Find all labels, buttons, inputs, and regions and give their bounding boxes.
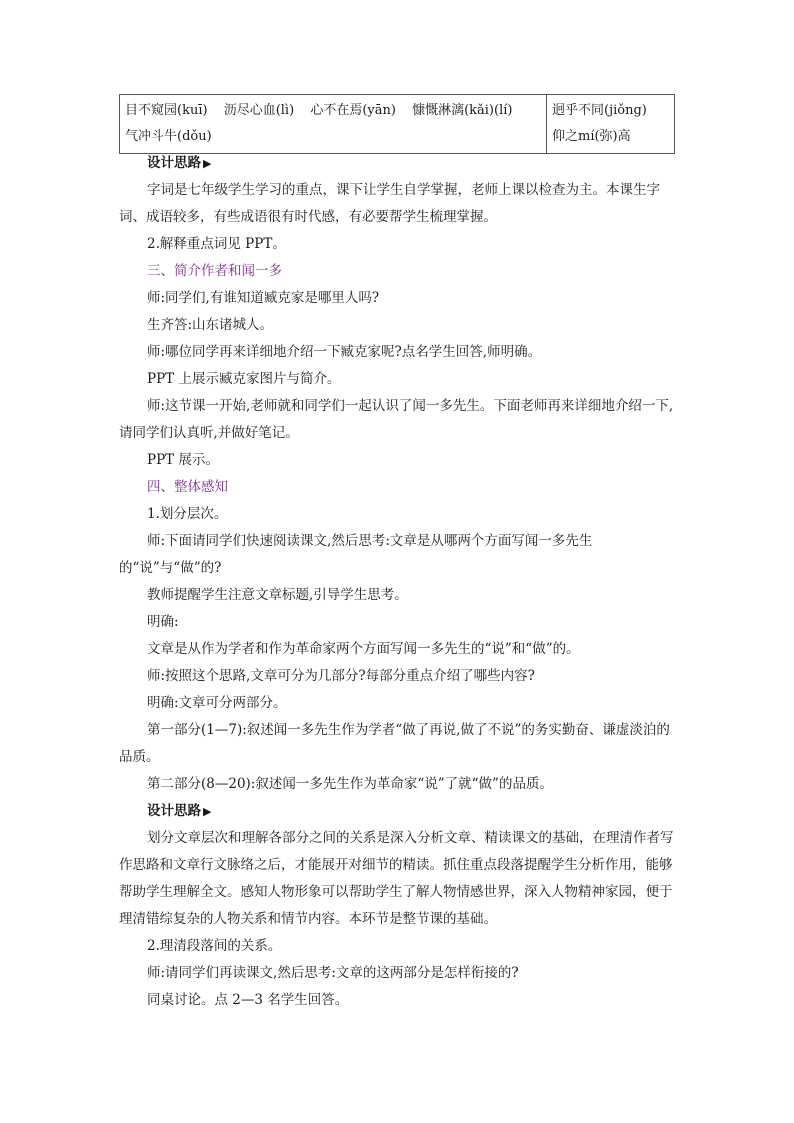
paragraph: 生齐答:山东诸城人。 bbox=[147, 317, 274, 333]
design-rationale-label bbox=[119, 798, 675, 825]
vocab-word: 目不窥园(kuī) bbox=[125, 103, 208, 118]
vocab-line bbox=[125, 98, 541, 124]
vocab-cell-left bbox=[120, 95, 547, 154]
table-row bbox=[120, 95, 675, 154]
paragraph: 文章是从作为学者和作为革命家两个方面写闻一多先生的“说”和“做”的。 bbox=[147, 641, 580, 657]
triangle-right-icon: ▶ bbox=[203, 805, 212, 818]
paragraph: 2.理清段落间的关系。 bbox=[147, 938, 282, 954]
paragraph: 师:同学们,有谁知道臧克家是哪里人吗? bbox=[147, 290, 380, 306]
paragraph: 第一部分(1—7):叙述闻一多先生作为学者“做了再说,做了不说”的务实勤奋、谦虚淡泊的品质。 bbox=[119, 722, 670, 765]
paragraph: 同桌讨论。点 2—3 名学生回答。 bbox=[147, 992, 349, 1008]
paragraph: 明确:文章可分两部分。 bbox=[147, 695, 287, 711]
paragraph: 师:按照这个思路,文章可分为几部分?每部分重点介绍了哪些内容? bbox=[147, 668, 535, 684]
paragraph: PPT 上展示臧克家图片与简介。 bbox=[147, 371, 341, 387]
paragraph: 师:下面请同学们快速阅读课文,然后思考:文章是从哪两个方面写闻一多先生的“说”与“做”的? bbox=[119, 533, 593, 576]
paragraph: PPT 展示。 bbox=[147, 452, 219, 468]
paragraph: 教师提醒学生注意文章标题,引导学生思考。 bbox=[147, 587, 408, 603]
vocab-word: 心不在焉(yān) bbox=[310, 103, 396, 118]
design-label-text: 设计思路 bbox=[147, 155, 201, 171]
paragraph: 2.解释重点词见 PPT。 bbox=[147, 236, 286, 252]
design-rationale-label bbox=[119, 150, 675, 177]
vocab-word: 慷慨淋漓(kǎi)(lí) bbox=[412, 103, 513, 118]
triangle-right-icon: ▶ bbox=[203, 157, 212, 170]
section-heading: 四、整体感知 bbox=[147, 479, 228, 495]
lesson-content bbox=[119, 150, 675, 1014]
paragraph: 师:这节课一开始,老师就和同学们一起认识了闻一多先生。下面老师再来详细地介绍一下,请同学们认真听,并做好笔记。 bbox=[119, 398, 674, 441]
section-heading: 三、简介作者和闻一多 bbox=[147, 263, 282, 279]
paragraph: 第二部分(8—20):叙述闻一多先生作为革命家“说”了就“做”的品质。 bbox=[147, 776, 553, 792]
paragraph: 明确: bbox=[147, 614, 179, 630]
vocab-word: 沥尽心血(lì) bbox=[223, 103, 295, 118]
paragraph: 师:哪位同学再来详细地介绍一下臧克家呢?点名学生回答,师明确。 bbox=[147, 344, 542, 360]
vocab-word: 气冲斗牛(dǒu) bbox=[125, 129, 212, 144]
paragraph: 划分文章层次和理解各部分之间的关系是深入分析文章、精读课文的基础，在理清作者写作思路和文章行文脉络之后，才能展开对细节的精读。抓住重点段落提醒学生分析作用，能够帮助学生理解全文。感知人物形象可以帮助学生了解人物情感世界，深入人物精神家园，便于理清错综复杂的人物关系和情节内容。本环节是整节课的基础。 bbox=[119, 830, 674, 927]
vocab-word: 仰之mí(弥)高 bbox=[552, 129, 631, 144]
vocab-cell-right bbox=[547, 95, 675, 154]
design-label-text: 设计思路 bbox=[147, 803, 201, 819]
paragraph: 字词是七年级学生学习的重点，课下让学生自学掌握，老师上课以检查为主。本课生字词、成语较多，有些成语很有时代感，有必要帮学生梳理掌握。 bbox=[119, 182, 660, 225]
vocab-word: 迥乎不同(jiǒng) bbox=[552, 103, 647, 118]
paragraph: 1.划分层次。 bbox=[147, 506, 228, 522]
vocabulary-table bbox=[119, 94, 675, 154]
paragraph: 师:请同学们再读课文,然后思考:文章的这两部分是怎样衔接的? bbox=[147, 965, 519, 981]
